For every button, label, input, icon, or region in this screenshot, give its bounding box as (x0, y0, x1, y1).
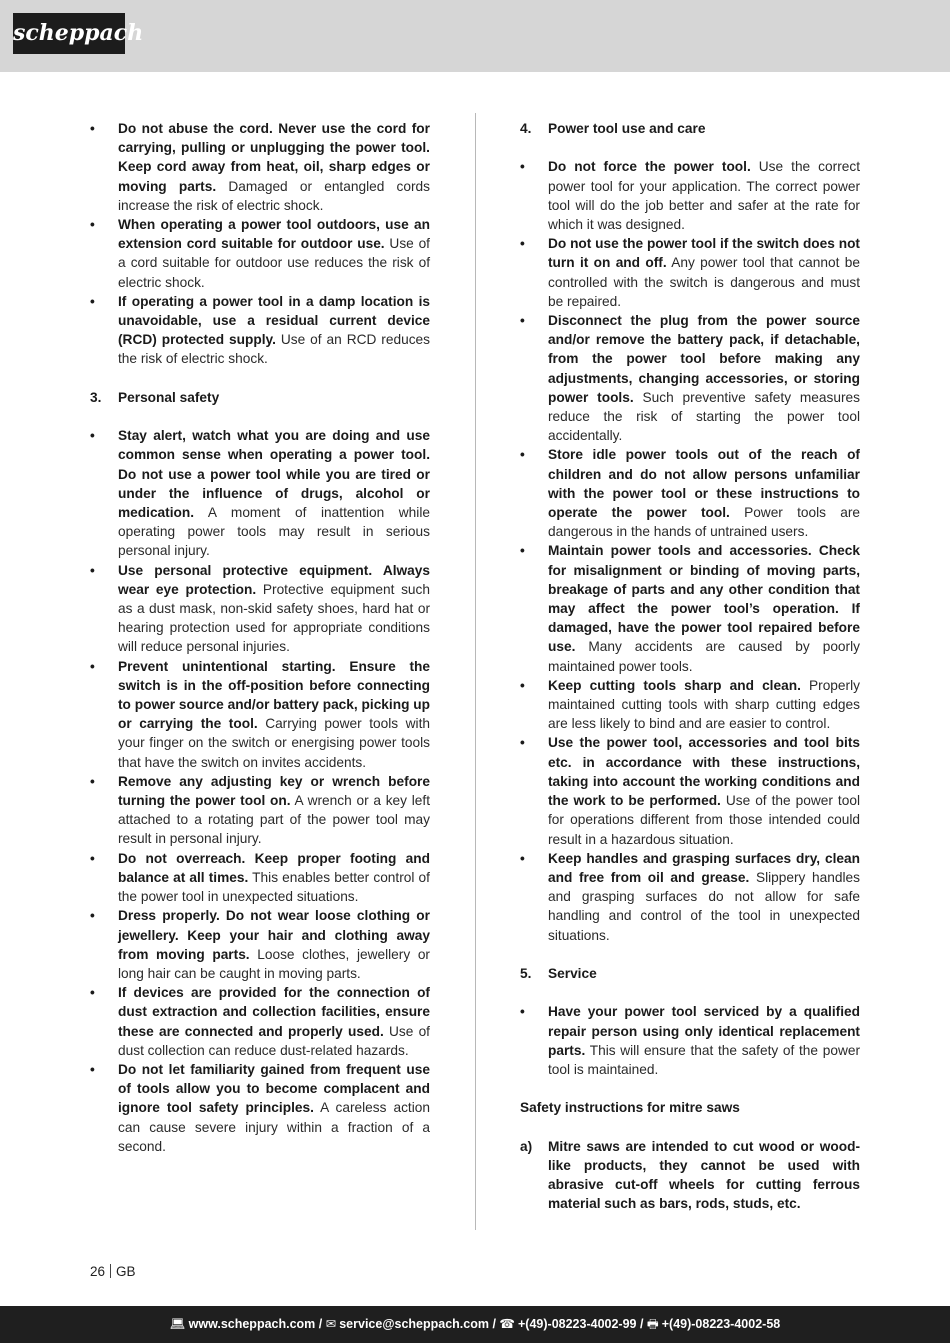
item-text: Slippery handles and grasping surfaces do not allow for safe handling and control of the tool in unexpected situations. (548, 869, 860, 943)
list-item (90, 906, 430, 983)
phone-icon: ☎ (499, 1317, 515, 1331)
bullet-icon: • (90, 658, 95, 674)
list-item (90, 772, 430, 849)
list-item (520, 541, 860, 675)
bullet-icon: • (90, 908, 95, 924)
page-header (0, 0, 950, 72)
item-text: Carrying power tools with your finger on the switch or energising power tools that have the switch on invites accidents. (118, 716, 430, 770)
item-text: Use the correct power tool for your application. The correct power tool will do the job better and safer at the rate for which it was designed. (548, 159, 861, 232)
bullet-icon: • (90, 1061, 95, 1077)
bullet-icon: • (90, 121, 95, 136)
bullet-icon: • (90, 773, 95, 789)
list-item (90, 1060, 430, 1156)
item-bold-text: Do not overreach. Keep proper footing and balance at all times. (118, 850, 430, 885)
footer-fax: +(49)-08223-4002-58 (661, 1317, 781, 1331)
section-number: 4. (520, 121, 532, 136)
item-text: Properly maintained cutting tools with sharp cutting edges are less likely to bind and are easier to control. (548, 677, 860, 732)
item-bold-text: When operating a power tool outdoors, use an extension cord suitable for outdoor use. (118, 217, 430, 252)
item-text: This will ensure that the safety of the power tool is maintained. (548, 1042, 860, 1077)
bullet-icon: • (520, 543, 525, 559)
bullet-icon: • (520, 313, 525, 329)
item-bold-text: If operating a power tool in a damp location is unavoidable, use a residual current device (RCD) protected supply. (118, 293, 430, 348)
item-bold-text: Stay alert, watch what you are doing and use common sense when operating a power tool. Do not use a power tool while you are tired or under the influence of drugs, alcohol or medication. (118, 428, 430, 521)
item-label: a) (520, 1138, 533, 1154)
item-text: Use of an RCD reduces the risk of electric shock. (118, 332, 431, 367)
list-item (90, 561, 430, 657)
list-item (520, 157, 860, 234)
page-footer (0, 1306, 950, 1343)
item-bold-text: Disconnect the plug from the power source and/or remove the battery pack, if detachable, from the power tool before making any adjustments, changing accessories, or storing power tools. (548, 313, 860, 405)
footer-phone: +(49)-08223-4002-99 / (518, 1317, 644, 1331)
mail-icon: ✉ (325, 1317, 337, 1331)
item-text: Any power tool that cannot be controlled with the switch is dangerous and must be repaired. (548, 255, 860, 309)
item-bold-text: Prevent unintentional starting. Ensure the switch is in the off-position before connecting to power source and/or battery pack, picking up or carrying the tool. (118, 658, 430, 732)
page-number (90, 1264, 136, 1279)
item-bold-text: Do not let familiarity gained from frequent use of tools allow you to become complacent and ignore tool safety principles. (118, 1061, 430, 1116)
list-item (90, 215, 430, 292)
item-bold-text: Do not abuse the cord. Never use the cord for carrying, pulling or unplugging the power tool. Keep cord away from heat, oil, sharp edges or moving parts. (118, 121, 430, 194)
section-title: Personal safety (118, 389, 220, 405)
item-bold-text: Store idle power tools out of the reach of children and do not allow persons unfamiliar with the power tool or these instructions to operate the power tool. (548, 447, 860, 521)
item-bold-text: Do not use the power tool if the switch does not turn it on and off. (548, 236, 860, 271)
list-item (520, 849, 860, 945)
language-code: GB (116, 1264, 136, 1279)
item-bold-text: Maintain power tools and accessories. Check for misalignment or binding of moving parts, breakage of parts and any other condition that may affect the power tool’s operation. If damaged, have the power tool repaired before use. (548, 543, 860, 655)
list-item (520, 311, 860, 445)
item-text: Use of a cord suitable for outdoor use reduces the risk of electric shock. (118, 236, 430, 290)
page-number-value: 26 (90, 1264, 106, 1279)
list-item (520, 234, 860, 311)
section-title: Power tool use and care (548, 121, 706, 136)
item-text: Power tools are dangerous in the hands of untrained users. (548, 505, 861, 540)
item-bold-text: If devices are provided for the connection of dust extraction and collection facilities, ensure these are connected and properly used. (118, 985, 430, 1039)
list-item (520, 676, 860, 734)
right-column (520, 119, 860, 1214)
item-text: A careless action can cause severe injury within a fraction of a second. (118, 1100, 430, 1154)
item-bold-text: Use the power tool, accessories and tool bits etc. in accordance with these instructions, taking into account the working conditions and the work to be performed. (548, 735, 860, 809)
bullet-icon: • (90, 217, 95, 233)
mitre-saw-heading: Safety instructions for mitre saws (520, 1100, 740, 1116)
bullet-icon: • (520, 236, 525, 252)
bullet-icon: • (90, 428, 95, 444)
bullet-icon: • (90, 562, 95, 578)
item-text: Such preventive safety measures reduce the risk of starting the power tool accidentally. (548, 389, 860, 444)
section-heading (90, 388, 430, 407)
item-bold-text: Keep cutting tools sharp and clean. (548, 677, 801, 693)
item-text: Loose clothes, jewellery or long hair can be caught in moving parts. (118, 946, 430, 981)
bullet-icon: • (90, 985, 95, 1001)
list-item (90, 657, 430, 772)
item-text: Many accidents are caused by poorly maintained power tools. (548, 639, 860, 674)
footer-website[interactable]: www.scheppach.com / (188, 1317, 323, 1331)
column-divider (475, 113, 476, 1230)
item-text: This enables better control of the power tool in unexpected situations. (118, 869, 430, 905)
item-text: A wrench or a key left attached to a rotating part of the power tool may result in personal injury. (118, 793, 430, 847)
section-heading (520, 964, 860, 983)
section-number: 5. (520, 965, 532, 981)
item-bold-text: Dress properly. Do not wear loose clothing or jewellery. Keep your hair and clothing away from moving parts. (118, 908, 430, 962)
bullet-icon: • (520, 447, 525, 463)
item-bold-text: Mitre saws are intended to cut wood or wood-like products, they cannot be used with abrasive cut-off wheels for cutting ferrous material such as bars, rods, studs, etc. (548, 1138, 860, 1212)
item-bold-text: Have your power tool serviced by a qualified repair person using only identical replacement parts. (548, 1004, 860, 1058)
section-heading (520, 119, 860, 138)
list-item (520, 445, 860, 541)
bullet-icon: • (90, 293, 95, 309)
left-column (90, 119, 430, 1156)
bullet-icon: • (520, 735, 525, 751)
bullet-icon: • (520, 159, 525, 175)
item-bold-text: Remove any adjusting key or wrench before turning the power tool on. (118, 773, 430, 809)
section-number: 3. (90, 389, 102, 405)
bullet-icon: • (90, 850, 95, 866)
item-bold-text: Do not force the power tool. (548, 159, 751, 175)
list-item (90, 292, 430, 369)
item-text: Use of dust collection can reduce dust-related hazards. (118, 1023, 430, 1058)
scheppach-logo: scheppach (13, 13, 125, 54)
section-title: Service (548, 965, 597, 981)
list-item (520, 733, 860, 848)
list-item (520, 1137, 860, 1214)
item-bold-text: Use personal protective equipment. Always wear eye protection. (118, 562, 430, 597)
item-text: Protective equipment such as a dust mask, non-skid safety shoes, hard hat or hearing protection used for appropriate conditions will reduce personal injuries. (118, 581, 430, 655)
item-text: Damaged or entangled cords increase the risk of electric shock. (118, 178, 430, 213)
item-text: A moment of inattention while operating power tools may result in serious personal injury. (118, 505, 430, 559)
list-item (520, 1002, 860, 1079)
list-item (90, 983, 430, 1060)
list-item (90, 426, 430, 560)
item-text: Use of the power tool for operations different from those intended could result in a hazardous situation. (548, 793, 860, 847)
computer-icon: 💻︎ (169, 1317, 186, 1331)
bullet-icon: • (520, 1004, 525, 1020)
list-item (90, 119, 430, 215)
fax-icon: 🖶︎ (646, 1317, 659, 1331)
bullet-icon: • (520, 677, 525, 693)
item-bold-text: Keep handles and grasping surfaces dry, clean and free from oil and grease. (548, 850, 860, 885)
bullet-icon: • (520, 850, 525, 866)
footer-email[interactable]: service@scheppach.com / (339, 1317, 496, 1331)
list-item (90, 849, 430, 907)
